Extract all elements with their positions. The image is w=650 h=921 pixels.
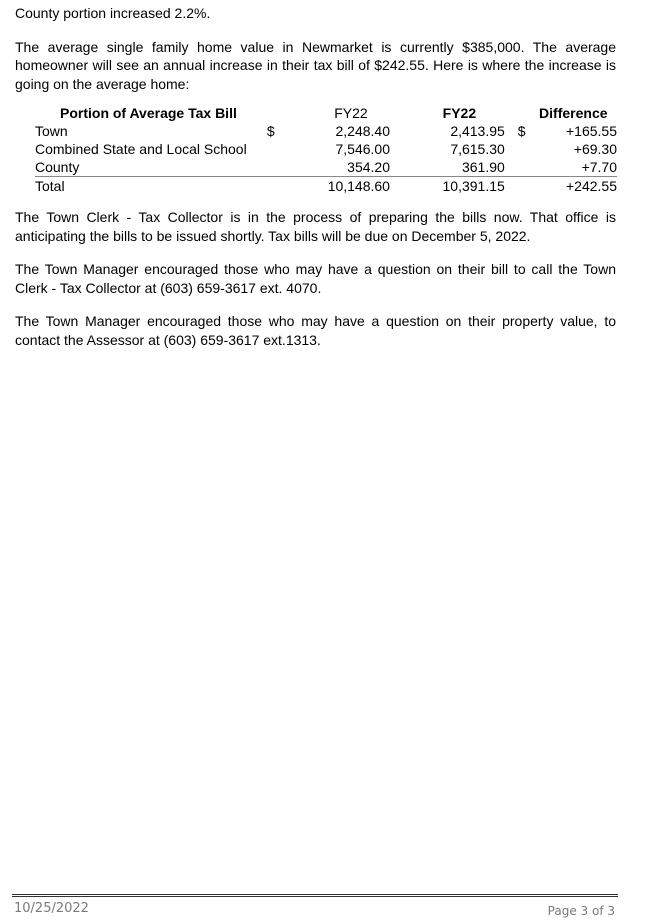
table-header-row <box>35 104 617 122</box>
table-row <box>35 122 617 140</box>
town-clerk-paragraph: The Town Clerk - Tax Collector is in the process of preparing the bills now. That office is anticipating the bills to be issued shortly. Tax bills will be due on December 5, 2022. <box>15 209 616 244</box>
dollar-sign: $ <box>517 123 526 139</box>
tax-bill-table <box>35 104 617 195</box>
row-label: Combined State and Local School <box>35 141 247 157</box>
footer-divider <box>12 894 618 895</box>
table-row <box>35 140 617 158</box>
dollar-sign <box>267 140 282 158</box>
manager-value-paragraph: The Town Manager encouraged those who may have a question on their property value, to contact the Assessor at (603) 659-3617 ext.1313. <box>15 313 616 348</box>
row-difference: +7.70 <box>581 159 617 175</box>
header-fy22-new: FY22 <box>442 105 477 121</box>
row-difference: +242.55 <box>526 177 617 196</box>
manager-bill-paragraph: The Town Manager encouraged those who may have a question on their bill to call the Town Clerk - Tax Collector at (603) 659-3617 ext. 4070. <box>15 261 616 296</box>
row-value-col2: 361.90 <box>461 159 505 175</box>
header-difference: Difference <box>539 105 608 121</box>
row-label: County <box>35 159 80 175</box>
row-value-col1: 7,546.00 <box>335 141 390 157</box>
row-difference: +165.55 <box>566 123 617 139</box>
table-row <box>35 158 617 177</box>
dollar-sign <box>505 158 526 177</box>
dollar-sign <box>505 140 526 158</box>
row-label: Town <box>35 123 68 139</box>
dollar-sign <box>505 177 526 196</box>
row-value-col2: 2,413.95 <box>450 123 505 139</box>
header-portion: Portion of Average Tax Bill <box>60 105 237 121</box>
row-label: Total <box>35 177 267 196</box>
dollar-sign: $ <box>266 123 275 139</box>
row-value-col1: 10,148.60 <box>282 177 390 196</box>
table-row-total <box>35 177 617 196</box>
row-value-col1: 354.20 <box>347 159 390 175</box>
row-value-col2: 10,391.15 <box>390 177 505 196</box>
dollar-sign <box>267 177 282 196</box>
row-value-col2: 7,615.30 <box>450 141 505 157</box>
header-fy22-current: FY22 <box>334 105 368 121</box>
footer-page-number: Page 3 of 3 <box>547 904 615 918</box>
row-difference: +69.30 <box>573 141 617 157</box>
county-increase-text: County portion increased 2.2%. <box>15 5 211 21</box>
average-home-paragraph: The average single family home value in Newmarket is currently $385,000. The average homeowner will see an annual increase in their tax bill of $242.55. Here is where the increase is going on the average home: <box>15 38 616 92</box>
footer-divider <box>12 896 618 897</box>
row-value-col1: 2,248.40 <box>335 123 390 139</box>
footer-date: 10/25/2022 <box>14 901 89 916</box>
document-body <box>15 4 616 349</box>
dollar-sign <box>267 158 282 177</box>
